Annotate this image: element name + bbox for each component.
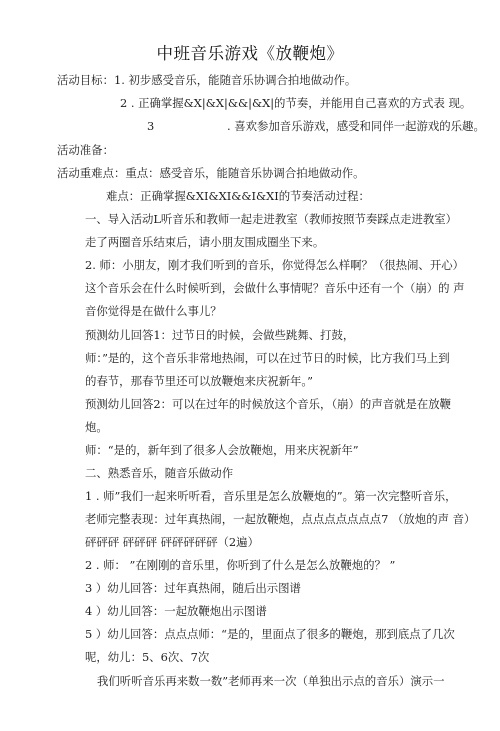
- goal-number-3: 3: [147, 119, 155, 133]
- paragraph-line: 5 ）幼儿回答：点点点师：“是的，里面点了很多的鞭炮，那到底点了几次: [85, 627, 455, 641]
- paragraph-line: 这个音乐会在什么时候听到，会做什么事情呢？音乐中还有一个（崩）的 声: [85, 281, 465, 295]
- paragraph-line: 预测幼儿回答2：可以在过年的时候放这个音乐，（崩）的声音就是在放鞭: [85, 397, 452, 411]
- goal-line-3: . 喜欢参加音乐游戏，感受和同伴一起游戏的乐趣。: [227, 119, 485, 133]
- key-points-line: 活动重难点：重点：感受音乐，能随音乐协调合拍地做动作。: [57, 166, 365, 180]
- paragraph-line: 1 . 师”我们一起来听听看，音乐里是怎么放鞭炮的”。第一次完整听音乐，: [85, 489, 457, 503]
- paragraph-line: 3 ）幼儿回答：过年真热闹，随后出示图谱: [85, 581, 301, 595]
- paragraph-line: 砰砰砰 砰砰砰 砰砰砰砰砰（2遍）: [85, 535, 259, 549]
- preparation-heading: 活动准备：: [57, 143, 114, 157]
- paragraph-line: 炮。: [85, 420, 108, 434]
- paragraph-line: 走了两圈音乐结束后，请小朋友围成圈坐下来。: [85, 235, 325, 249]
- section-2-heading: 二、熟悉音乐，随音乐做动作: [85, 466, 234, 480]
- paragraph-line: 师：”是的，这个音乐非常地热闹，可以在过节日的时候，比方我们马上到: [85, 351, 450, 365]
- paragraph-line: 我们听听音乐再来数一数”老师再来一次（单独出示点的音乐）演示一: [97, 674, 445, 688]
- goal-line-2: 2 . 正确掌握&X|&X|&&|&X|的节奏，并能用自己喜欢的方式表 现。: [120, 96, 472, 110]
- paragraph-line: 师：“是的，新年到了很多人会放鞭炮，用来庆祝新年”: [85, 443, 359, 457]
- difficult-points-line: 难点：正确掌握&XI&XI&&I&XI的节奏活动过程：: [106, 189, 370, 203]
- paragraph-line: 音你觉得是在做什么事儿？: [85, 304, 222, 318]
- section-1-heading: 一、导入活动L听音乐和教师一起走进教室（教师按照节奏踩点走进教室）: [85, 212, 458, 226]
- paragraph-line: 4 ）幼儿回答：一起放鞭炮出示图谱: [85, 604, 267, 618]
- paragraph-line: 预测幼儿回答1：过节日的时候，会做些跳舞、打鼓，: [85, 328, 355, 342]
- paragraph-line: 老师完整表现：过年真热闹，一起放鞭炮，点点点点点点点7 （放炮的声 音）: [85, 512, 476, 526]
- goal-line-1: 活动目标：1. 初步感受音乐，能随音乐协调合拍地做动作。: [57, 73, 357, 87]
- paragraph-line: 的春节，那春节里还可以放鞭炮来庆祝新年。”: [85, 374, 313, 388]
- document-title: 中班音乐游戏《放鞭炮》: [156, 44, 344, 63]
- paragraph-line: 2. 师：小朋友，刚才我们听到的音乐，你觉得怎么样啊？（很热闹、开心）: [85, 258, 464, 272]
- paragraph-line: 2 . 师： ”在刚刚的音乐里，你听到了什么是怎么放鞭炮的？ ”: [85, 558, 396, 572]
- paragraph-line: 呢，幼儿：5、6次、7次: [85, 650, 210, 664]
